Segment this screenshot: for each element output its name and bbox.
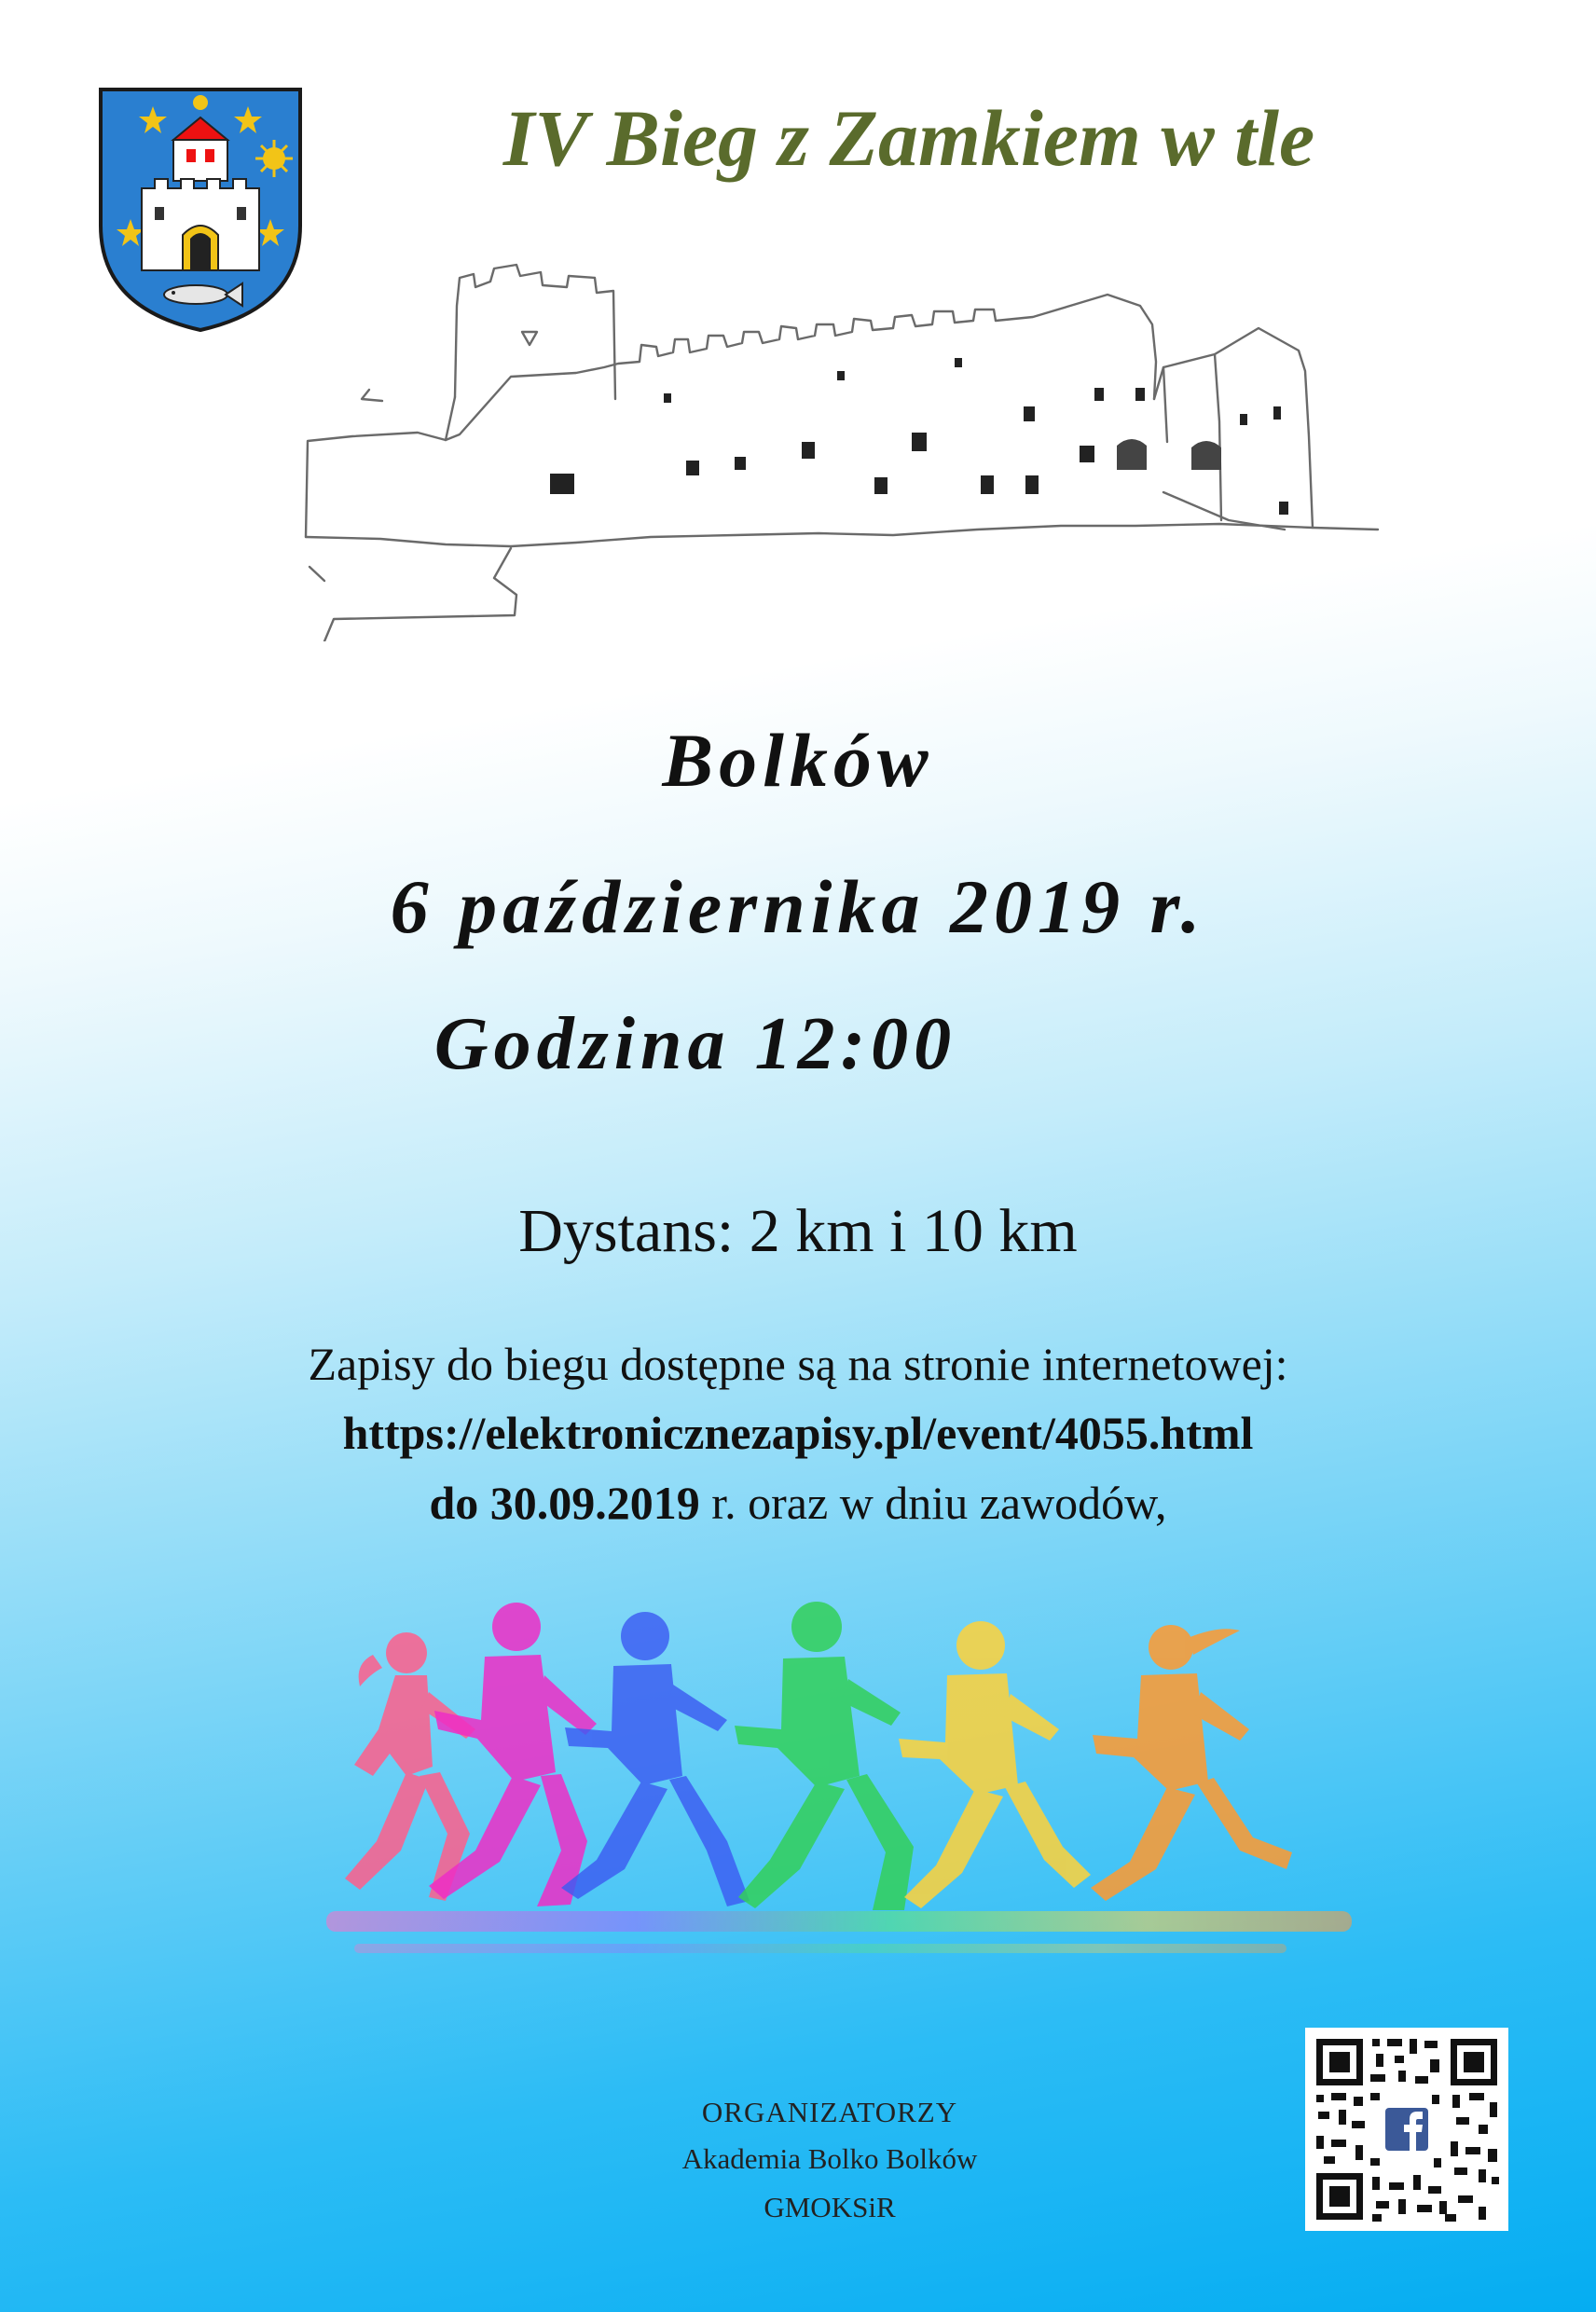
registration-deadline [0, 1477, 1596, 1529]
event-time: Godzina 12:00 [433, 1003, 957, 1085]
organizer-1: Akademia Bolko Bolków [681, 2142, 978, 2175]
event-distance: Dystans: 2 km i 10 km [518, 1197, 1078, 1265]
event-town: Bolków [662, 718, 934, 803]
deadline-rest: r. oraz w dniu zawodów, [699, 1477, 1167, 1529]
registration-url: https://elektronicznezapisy.pl/event/4055.html [342, 1407, 1254, 1459]
organizer-2: GMOKSiR [764, 2191, 896, 2223]
coat-of-arms-icon [97, 86, 304, 334]
organizers-heading: ORGANIZATORZY [701, 2096, 958, 2128]
castle-sketch-icon [296, 250, 1396, 641]
event-title: IV Bieg z Zamkiem w tle [502, 93, 1315, 183]
colorful-runners-icon [317, 1590, 1361, 2000]
registration-intro: Zapisy do biegu dostępne są na stronie internetowej: [308, 1338, 1288, 1390]
event-date: 6 października 2019 r. [390, 864, 1206, 949]
qr-code-icon[interactable] [1305, 2028, 1508, 2231]
deadline-date: do 30.09.2019 [429, 1477, 700, 1529]
